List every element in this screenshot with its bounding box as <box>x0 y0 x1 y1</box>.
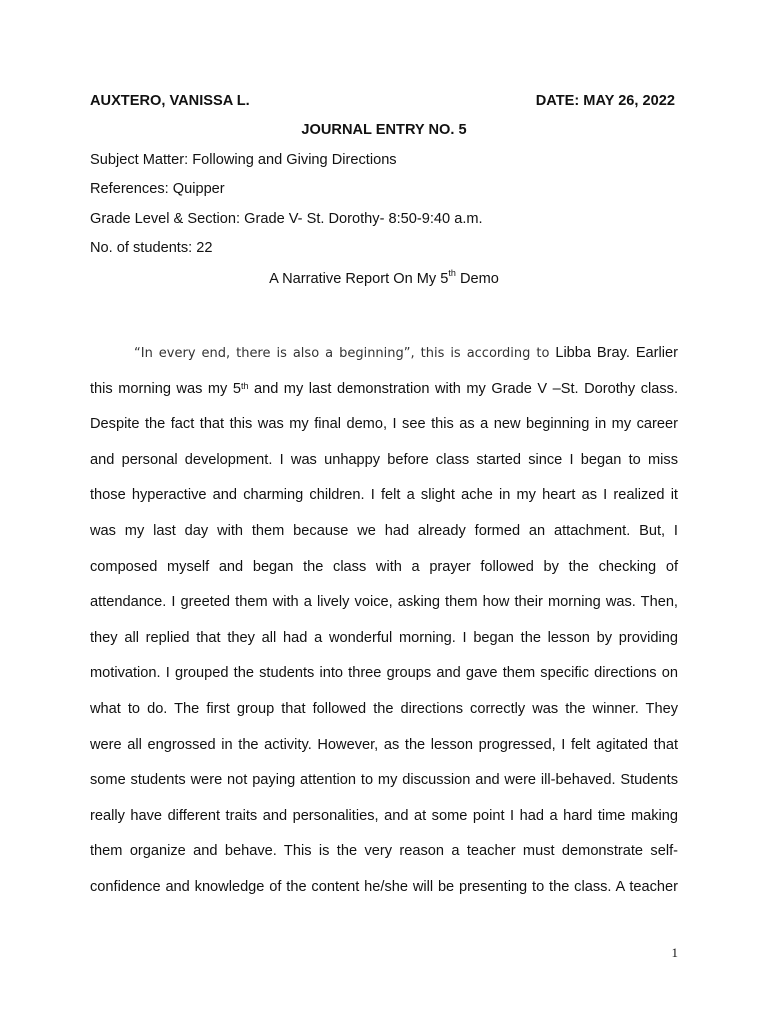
paragraph-line: was my last day with them because we had already formed an attachment. But, I <box>90 522 678 539</box>
paragraph-line: what to do. The first group that followed the directions correctly was the winner. They <box>90 700 678 717</box>
report-title: A Narrative Report On My 5th Demo <box>269 268 499 287</box>
references: References: Quipper <box>90 181 225 197</box>
paragraph-line: them organize and behave. This is the very reason a teacher must demonstrate self- <box>90 843 678 860</box>
paragraph-line: attendance. I greeted them with a lively voice, asking them how their morning was. Then, <box>90 594 678 611</box>
subject-matter: Subject Matter: Following and Giving Directions <box>90 152 397 168</box>
paragraph-line: were all engrossed in the activity. However, as the lesson progressed, I felt agitated that <box>90 736 678 753</box>
author-name: AUXTERO, VANISSA L. <box>90 93 250 109</box>
page-number: 1 <box>671 945 678 960</box>
paragraph-line: really have different traits and personalities, and at some point I had a hard time making <box>90 807 678 824</box>
paragraph-line: composed myself and began the class with a prayer followed by the checking of <box>90 558 678 575</box>
paragraph-line: those hyperactive and charming children. I felt a slight ache in my heart as I realized it <box>90 487 678 504</box>
grade-level: Grade Level & Section: Grade V- St. Dorothy- 8:50-9:40 a.m. <box>90 211 483 227</box>
number-of-students: No. of students: 22 <box>90 240 213 256</box>
narrative-paragraph <box>90 341 678 911</box>
paragraph-line: Despite the fact that this was my final demo, I see this as a new beginning in my career <box>90 416 678 433</box>
paragraph-line: and personal development. I was unhappy before class started since I began to miss <box>90 451 678 468</box>
paragraph-line: “In every end, there is also a beginning”, this is according to Libba Bray. Earlier <box>134 345 678 361</box>
entry-date: DATE: MAY 26, 2022 <box>535 93 675 109</box>
paragraph-line: they all replied that they all had a wonderful morning. I began the lesson by providing <box>90 629 678 646</box>
paragraph-line: motivation. I grouped the students into three groups and gave them specific directions on <box>90 665 678 682</box>
journal-title: JOURNAL ENTRY NO. 5 <box>301 122 467 138</box>
paragraph-line: confidence and knowledge of the content he/she will be presenting to the class. A teacher <box>90 878 678 895</box>
paragraph-line: some students were not paying attention to my discussion and were ill-behaved. Students <box>90 772 678 789</box>
paragraph-line: this morning was my 5th and my last demonstration with my Grade V –St. Dorothy class. <box>90 380 678 397</box>
